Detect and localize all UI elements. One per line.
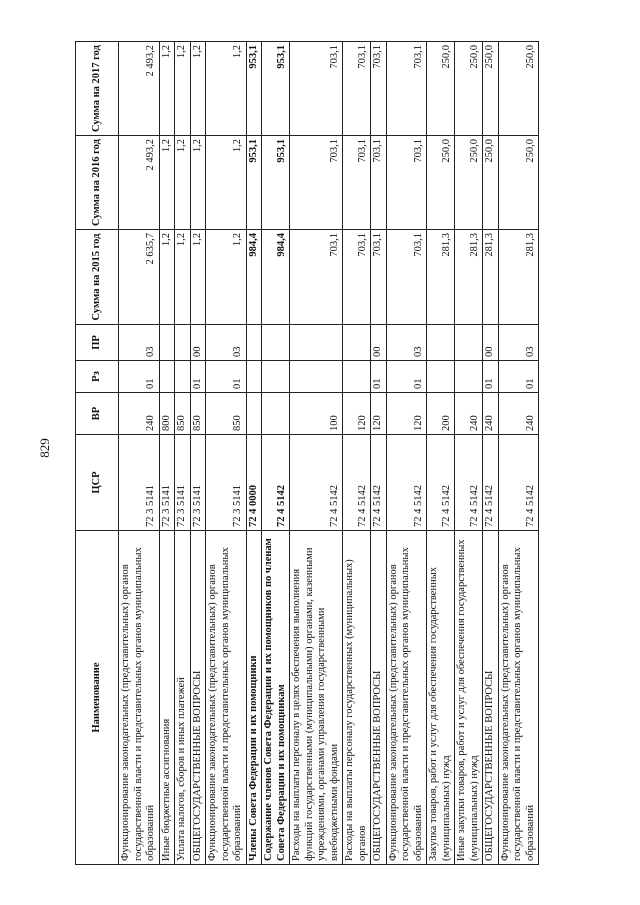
- cell-pr: 03: [119, 325, 160, 361]
- cell-sum-2017: 1,2: [190, 42, 206, 136]
- cell-pr: 03: [386, 325, 427, 361]
- cell-sum-2016: 953,1: [246, 136, 262, 230]
- cell-name: Уплата налогов, сборов и иных платежей: [175, 531, 191, 865]
- cell-name: Иные бюджетные ассигнования: [159, 531, 175, 865]
- cell-rz: [159, 361, 175, 393]
- cell-vr: 850: [190, 393, 206, 435]
- cell-pr: [455, 325, 483, 361]
- cell-vr: 240: [483, 393, 499, 435]
- cell-sum-2016: 1,2: [190, 136, 206, 230]
- table-row: [206, 42, 247, 865]
- table-row: [159, 42, 175, 865]
- header-pr: ПР: [76, 325, 119, 361]
- cell-rz: 01: [371, 361, 387, 393]
- cell-pr: 00: [483, 325, 499, 361]
- cell-sum-2017: 250,0: [498, 42, 539, 136]
- cell-name: Функционирование законодательных (представительных) органов государственной власти и представительных органов муниципальных образований: [119, 531, 160, 865]
- cell-csr: 72 3 5141: [206, 435, 247, 531]
- cell-sum-2017: 250,0: [483, 42, 499, 136]
- cell-rz: [455, 361, 483, 393]
- cell-name: Функционирование законодательных (представительных) органов государственной власти и представительных органов муниципальных образований: [206, 531, 247, 865]
- cell-sum-2016: 703,1: [343, 136, 371, 230]
- header-sum-2015: Сумма на 2015 год: [76, 230, 119, 325]
- cell-name: ОБЩЕГОСУДАРСТВЕННЫЕ ВОПРОСЫ: [483, 531, 499, 865]
- cell-name: Функционирование законодательных (представительных) органов государственной власти и представительных органов муниципальных образований: [498, 531, 539, 865]
- cell-rz: [246, 361, 262, 393]
- cell-vr: 850: [175, 393, 191, 435]
- cell-csr: 72 3 5141: [119, 435, 160, 531]
- table-row: [119, 42, 160, 865]
- cell-name: Расходы на выплаты персоналу государственных (муниципальных) органов: [343, 531, 371, 865]
- cell-sum-2015: 281,3: [483, 230, 499, 325]
- cell-sum-2015: 703,1: [343, 230, 371, 325]
- cell-vr: 800: [159, 393, 175, 435]
- cell-vr: 100: [290, 393, 343, 435]
- cell-vr: 850: [206, 393, 247, 435]
- cell-csr: 72 4 5142: [262, 435, 290, 531]
- table-row: [246, 42, 262, 865]
- table-row: [262, 42, 290, 865]
- budget-table: [75, 41, 539, 865]
- table-row: [290, 42, 343, 865]
- cell-sum-2017: 1,2: [175, 42, 191, 136]
- header-vr: ВР: [76, 393, 119, 435]
- cell-name: ОБЩЕГОСУДАРСТВЕННЫЕ ВОПРОСЫ: [371, 531, 387, 865]
- cell-rz: [290, 361, 343, 393]
- cell-vr: 120: [343, 393, 371, 435]
- cell-sum-2017: 703,1: [343, 42, 371, 136]
- cell-sum-2015: 281,3: [498, 230, 539, 325]
- table-row: [483, 42, 499, 865]
- cell-sum-2016: 953,1: [262, 136, 290, 230]
- cell-sum-2015: 703,1: [290, 230, 343, 325]
- cell-name: ОБЩЕГОСУДАРСТВЕННЫЕ ВОПРОСЫ: [190, 531, 206, 865]
- cell-vr: 120: [371, 393, 387, 435]
- header-name: Наименование: [76, 531, 119, 865]
- cell-sum-2017: 2 493,2: [119, 42, 160, 136]
- cell-name: Функционирование законодательных (представительных) органов государственной власти и представительных органов муниципальных образований: [386, 531, 427, 865]
- cell-sum-2017: 703,1: [371, 42, 387, 136]
- cell-sum-2016: 703,1: [386, 136, 427, 230]
- rotated-page: [75, 42, 583, 865]
- cell-pr: [290, 325, 343, 361]
- cell-rz: [343, 361, 371, 393]
- cell-pr: [159, 325, 175, 361]
- cell-pr: [246, 325, 262, 361]
- cell-sum-2017: 703,1: [290, 42, 343, 136]
- table-row: [175, 42, 191, 865]
- cell-sum-2015: 1,2: [206, 230, 247, 325]
- cell-csr: 72 3 5141: [190, 435, 206, 531]
- cell-sum-2017: 953,1: [262, 42, 290, 136]
- cell-sum-2016: 703,1: [371, 136, 387, 230]
- table-row: [427, 42, 455, 865]
- cell-sum-2015: 1,2: [190, 230, 206, 325]
- cell-csr: 72 4 5142: [343, 435, 371, 531]
- cell-csr: 72 4 5142: [455, 435, 483, 531]
- cell-vr: 240: [498, 393, 539, 435]
- header-sum-2016: Сумма на 2016 год: [76, 136, 119, 230]
- cell-rz: 01: [190, 361, 206, 393]
- table-row: [386, 42, 427, 865]
- cell-sum-2015: 703,1: [386, 230, 427, 325]
- cell-csr: 72 4 5142: [483, 435, 499, 531]
- cell-rz: 01: [119, 361, 160, 393]
- cell-sum-2017: 1,2: [159, 42, 175, 136]
- header-csr: ЦСР: [76, 435, 119, 531]
- cell-sum-2016: 703,1: [290, 136, 343, 230]
- cell-sum-2015: 1,2: [159, 230, 175, 325]
- cell-sum-2015: 1,2: [175, 230, 191, 325]
- cell-sum-2017: 703,1: [386, 42, 427, 136]
- cell-sum-2016: 1,2: [206, 136, 247, 230]
- cell-csr: 72 3 5141: [175, 435, 191, 531]
- cell-rz: [427, 361, 455, 393]
- cell-csr: 72 4 5142: [427, 435, 455, 531]
- table-body: [119, 42, 539, 865]
- cell-csr: 72 4 5142: [371, 435, 387, 531]
- header-sum-2017: Сумма на 2017 год: [76, 42, 119, 136]
- cell-vr: 240: [119, 393, 160, 435]
- cell-rz: 01: [206, 361, 247, 393]
- table-row: [498, 42, 539, 865]
- cell-csr: 72 4 5142: [290, 435, 343, 531]
- cell-csr: 72 4 5142: [386, 435, 427, 531]
- cell-pr: 03: [498, 325, 539, 361]
- cell-pr: [175, 325, 191, 361]
- cell-sum-2017: 1,2: [206, 42, 247, 136]
- cell-sum-2017: 953,1: [246, 42, 262, 136]
- cell-sum-2016: 1,2: [175, 136, 191, 230]
- cell-pr: [343, 325, 371, 361]
- cell-vr: [246, 393, 262, 435]
- cell-sum-2016: 1,2: [159, 136, 175, 230]
- table-row: [371, 42, 387, 865]
- header-rz: Рз: [76, 361, 119, 393]
- table-row: [455, 42, 483, 865]
- cell-pr: 00: [190, 325, 206, 361]
- cell-sum-2015: 2 635,7: [119, 230, 160, 325]
- table-row: [190, 42, 206, 865]
- cell-name: Иные закупки товаров, работ и услуг для обеспечения государственных (муниципальных) нужд: [455, 531, 483, 865]
- cell-vr: 200: [427, 393, 455, 435]
- cell-sum-2015: 281,3: [455, 230, 483, 325]
- cell-rz: 01: [498, 361, 539, 393]
- cell-name: Расходы на выплаты персоналу в целях обеспечения выполнения функций государственными (муниципальными) органами, казенными учреждениями, органами управления государственными внебюджетными фондами: [290, 531, 343, 865]
- cell-sum-2015: 703,1: [371, 230, 387, 325]
- cell-sum-2016: 2 493,2: [119, 136, 160, 230]
- cell-sum-2016: 250,0: [498, 136, 539, 230]
- cell-rz: 01: [386, 361, 427, 393]
- cell-sum-2016: 250,0: [427, 136, 455, 230]
- cell-vr: 120: [386, 393, 427, 435]
- cell-pr: 03: [206, 325, 247, 361]
- cell-sum-2015: 984,4: [246, 230, 262, 325]
- page-number: 829: [37, 438, 52, 458]
- cell-pr: 00: [371, 325, 387, 361]
- cell-csr: 72 4 0000: [246, 435, 262, 531]
- header-row: [76, 42, 119, 865]
- cell-pr: [262, 325, 290, 361]
- cell-csr: 72 4 5142: [498, 435, 539, 531]
- cell-name: Содержание членов Совета Федерации и их помощников по членам Совета Федерации и их помощникам: [262, 531, 290, 865]
- cell-csr: 72 3 5141: [159, 435, 175, 531]
- cell-sum-2015: 984,4: [262, 230, 290, 325]
- cell-rz: [175, 361, 191, 393]
- cell-vr: [262, 393, 290, 435]
- cell-name: Члены Совета Федерации и их помощники: [246, 531, 262, 865]
- cell-sum-2015: 281,3: [427, 230, 455, 325]
- cell-sum-2016: 250,0: [455, 136, 483, 230]
- cell-vr: 240: [455, 393, 483, 435]
- cell-sum-2016: 250,0: [483, 136, 499, 230]
- cell-rz: [262, 361, 290, 393]
- cell-rz: 01: [483, 361, 499, 393]
- cell-name: Закупка товаров, работ и услуг для обеспечения государственных (муниципальных) нужд: [427, 531, 455, 865]
- cell-sum-2017: 250,0: [455, 42, 483, 136]
- table-row: [343, 42, 371, 865]
- cell-sum-2017: 250,0: [427, 42, 455, 136]
- cell-pr: [427, 325, 455, 361]
